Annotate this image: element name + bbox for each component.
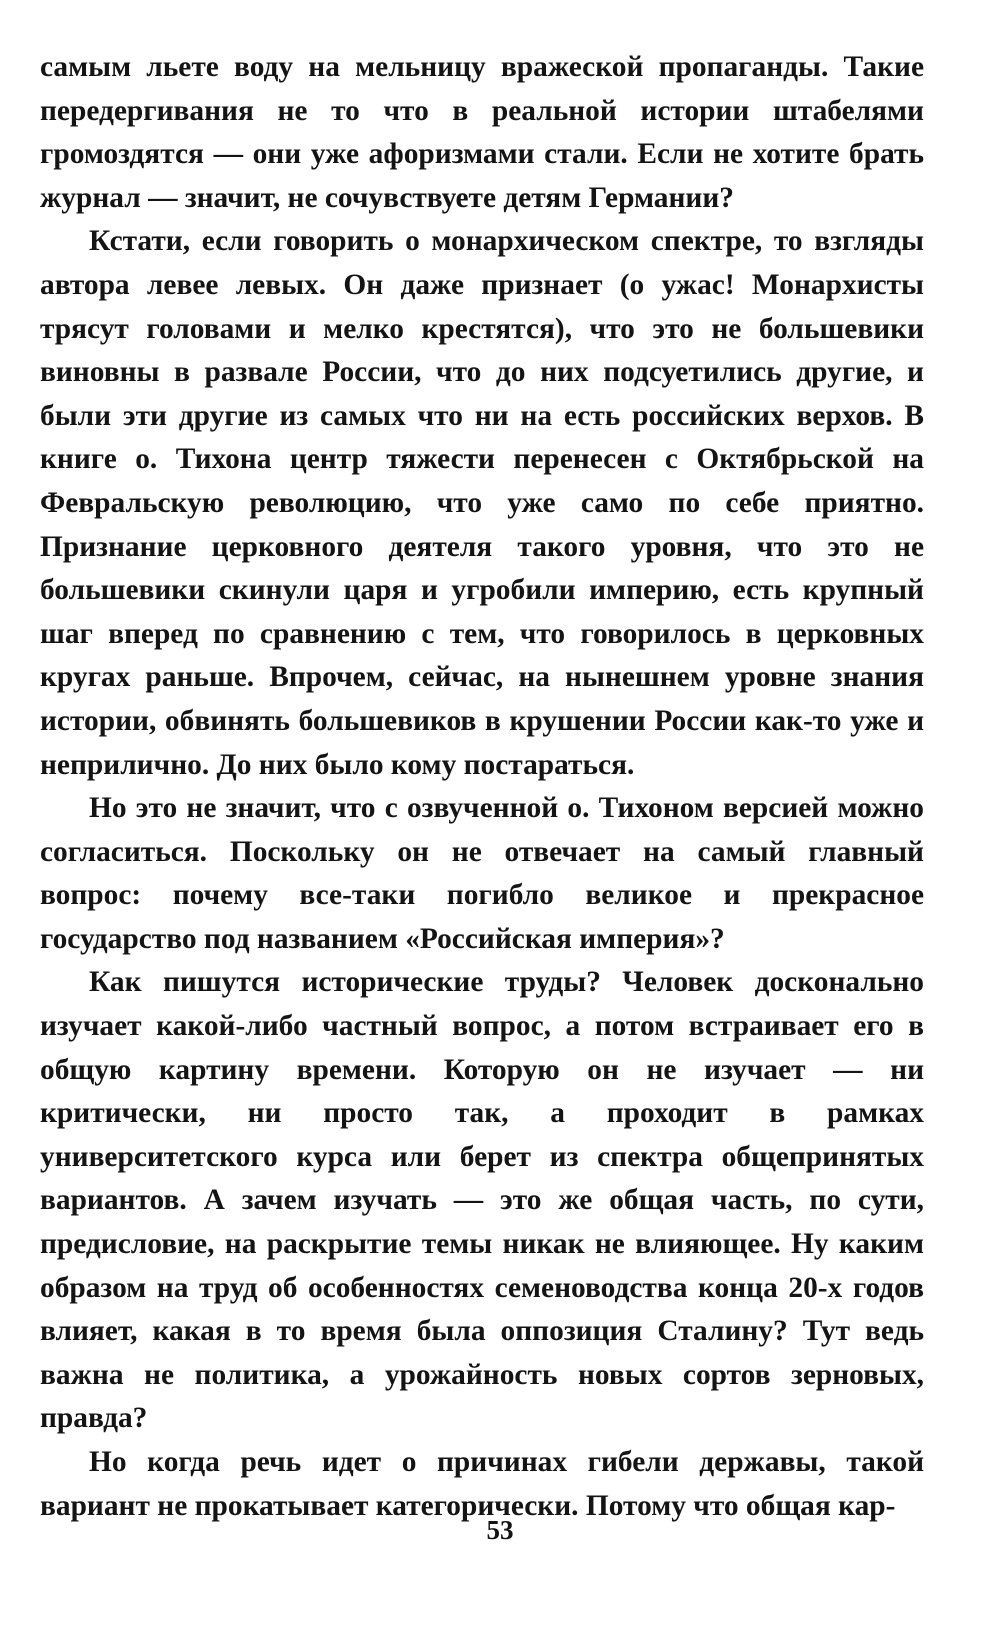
paragraph: Кстати, если говорить о монархическом спектре, то взгляды автора левее левых. Он даже признает (о ужас! Монархисты трясут головами и мелко крестятся), что это не большевики виновны в развале России, что до них подсуетились другие, и были эти другие из самых что ни на есть российских верхов. В книге о. Тихона центр тяжести перенесен с Октябрьской на Февральскую революцию, что уже само по себе приятно. Признание церковного деятеля такого уровня, что это не большевики скинули царя и угробили империю, есть крупный шаг вперед по сравнению с тем, что говорилось в церковных кругах раньше. Впрочем, сейчас, на нынешнем уровне знания истории, обвинять большевиков в крушении России как-то уже и неприлично. До них было кому постараться. <box>40 225 924 781</box>
page-body <box>40 46 924 1528</box>
paragraph: Но когда речь идет о причинах гибели державы, такой вариант не прокатывает категорически. Потому что общая кар- <box>40 1446 924 1522</box>
paragraph-continued: самым льете воду на мельницу вражеской пропаганды. Такие передергивания не то что в реальной истории штабелями громоздятся — они уже афоризмами стали. Если не хотите брать журнал — значит, не сочувствуете детям Германии? <box>40 51 924 214</box>
paragraph: Как пишутся исторические труды? Человек досконально изучает какой-либо частный вопрос, а потом встраивает его в общую картину времени. Которую он не изучает — ни критически, ни просто так, а проходит в рамках университетского курса или берет из спектра общепринятых вариантов. А зачем изучать — это же общая часть, по сути, предисловие, на раскрытие темы никак не влияющее. Ну каким образом на труд об особенностях семеноводства конца 20-х годов влияет, какая в то время была оппозиция Сталину? Тут ведь важна не политика, а урожайность новых сортов зерновых, правда? <box>40 966 924 1435</box>
page-number: 53 <box>486 1515 514 1545</box>
paragraph: Но это не значит, что с озвученной о. Тихоном версией можно согласиться. Поскольку он не отвечает на самый главный вопрос: почему все-таки погибло великое и прекрасное государство под названием «Российская империя»? <box>40 792 924 955</box>
